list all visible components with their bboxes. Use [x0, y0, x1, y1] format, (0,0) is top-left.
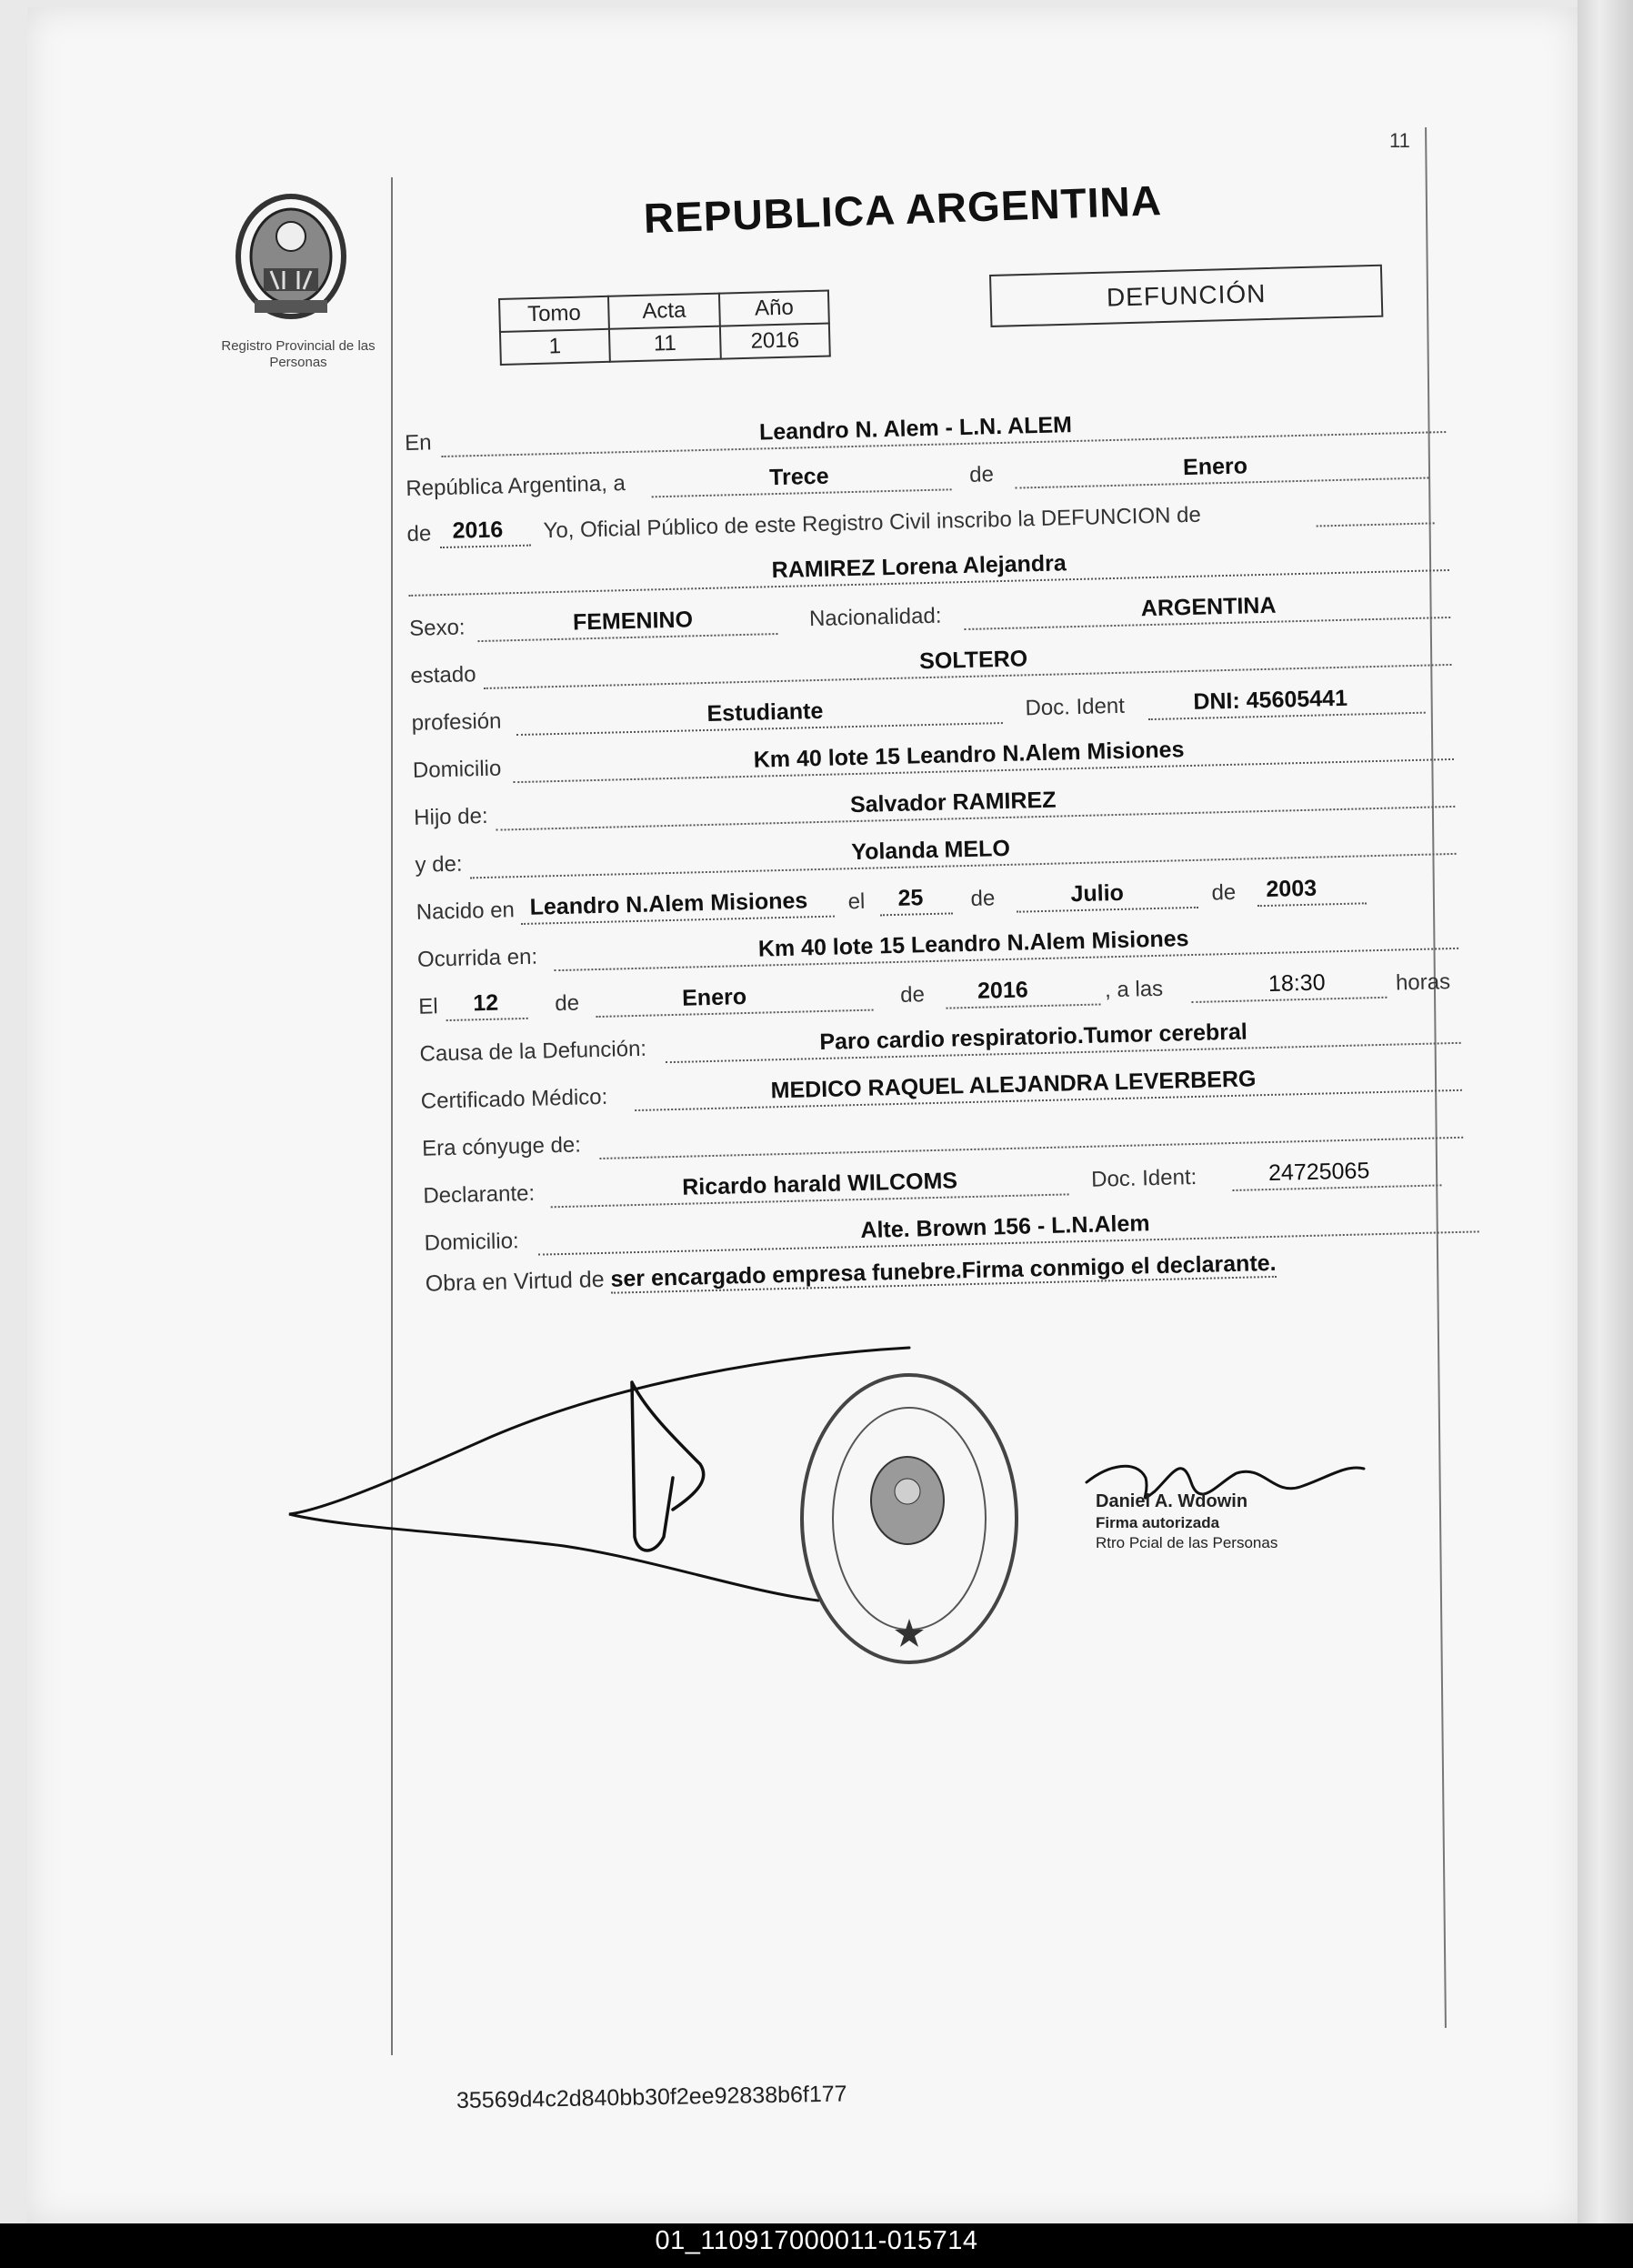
official-name: Daniel A. Wdowin — [1096, 1491, 1248, 1511]
obra-value: ser encargado empresa funebre.Firma conmigo el declarante. — [610, 1249, 1277, 1292]
domicilio2-value: Alte. Brown 156 - L.N.Alem — [860, 1210, 1150, 1244]
nacido-dia: 25 — [897, 885, 924, 911]
horas-label: horas — [1395, 969, 1451, 996]
nacido-anio: 2003 — [1266, 875, 1317, 902]
y-de-label: y de: — [415, 851, 463, 878]
causa-value: Paro cardio respiratorio.Tumor cerebral — [819, 1019, 1248, 1056]
anio-value: 2016 — [720, 323, 830, 358]
fecha-anio: 2016 — [977, 977, 1029, 1004]
doc-ident-value: DNI: 45605441 — [1193, 685, 1348, 715]
hijo-value: Salvador RAMIREZ — [849, 787, 1057, 818]
conyuge-label: Era cónyuge de: — [421, 1132, 582, 1161]
footer-id: 01_110917000011-015714 — [655, 2226, 978, 2255]
estado-label: estado — [410, 662, 476, 688]
nacido-de2-label: de — [1211, 879, 1237, 906]
obra-label: Obra en Virtud de — [425, 1266, 605, 1297]
estado-value: SOLTERO — [918, 646, 1028, 675]
ocurrida-value: Km 40 lote 15 Leandro N.Alem Misiones — [757, 926, 1189, 962]
anio-pre-label: de — [406, 521, 432, 547]
nombre-value: RAMIREZ Lorena Alejandra — [771, 550, 1067, 584]
profesion-label: profesión — [411, 708, 502, 736]
nacionalidad-label: Nacionalidad: — [808, 603, 942, 632]
document-hash: 35569d4c2d840bb30f2ee92838b6f177 — [456, 2081, 847, 2113]
declarante-doc-label: Doc. Ident: — [1090, 1164, 1197, 1192]
domicilio-value: Km 40 lote 15 Leandro N.Alem Misiones — [753, 737, 1185, 773]
fecha-mes: Enero — [681, 984, 747, 1011]
republica-label: República Argentina, a — [406, 471, 626, 501]
declarante-label: Declarante: — [423, 1180, 536, 1209]
page-title: REPUBLICA ARGENTINA — [643, 176, 1163, 242]
nacido-de1-label: de — [970, 886, 996, 911]
anio-header: Año — [719, 290, 829, 326]
fecha-de1-label: de — [554, 990, 580, 1017]
nacido-label: Nacido en — [416, 898, 516, 925]
causa-label: Causa de la Defunción: — [419, 1036, 647, 1067]
el-label: El — [418, 994, 438, 1019]
en-label: En — [404, 430, 432, 456]
anio-value: 2016 — [452, 517, 504, 544]
mes-value: Enero — [1182, 453, 1248, 481]
inscribo-text: Yo, Oficial Público de este Registro Civil inscribo la DEFUNCION de — [543, 502, 1202, 544]
sexo-label: Sexo: — [408, 615, 466, 641]
acta-header: Acta — [608, 294, 720, 329]
tomo-value: 1 — [500, 329, 610, 365]
en-value: Leandro N. Alem - L.N. ALEM — [758, 412, 1073, 446]
page-number: 11 — [1389, 129, 1410, 152]
profesion-value: Estudiante — [706, 697, 824, 727]
domicilio-label: Domicilio — [412, 756, 502, 783]
declarante-value: Ricardo harald WILCOMS — [681, 1168, 958, 1200]
certificado-value: MEDICO RAQUEL ALEJANDRA LEVERBERG — [770, 1066, 1257, 1104]
certificado-label: Certificado Médico: — [420, 1084, 608, 1114]
official-role: Firma autorizada — [1096, 1514, 1220, 1531]
declarante-doc-value: 24725065 — [1267, 1158, 1370, 1187]
nacionalidad-value: ARGENTINA — [1140, 592, 1277, 622]
nacido-mes: Julio — [1070, 879, 1125, 908]
registro-seal-icon — [791, 1364, 1027, 1673]
dia-value: Trece — [768, 463, 829, 491]
fecha-hora: 18:30 — [1267, 969, 1326, 997]
doc-ident-label: Doc. Ident — [1025, 693, 1126, 721]
a-las-label: , a las — [1104, 976, 1164, 1003]
official-signature-block — [1096, 1491, 1378, 1552]
registro-label: Registro Provincial de las Personas — [221, 338, 376, 370]
official-office: Rtro Pcial de las Personas — [1096, 1534, 1278, 1551]
sexo-value: FEMENINO — [572, 607, 694, 636]
nacido-lugar: Leandro N.Alem Misiones — [529, 888, 808, 920]
nacido-el-label: el — [847, 888, 866, 915]
document-type-box: DEFUNCIÓN — [989, 265, 1383, 327]
de-label: de — [968, 462, 995, 487]
hijo-label: Hijo de: — [413, 803, 488, 830]
ocurrida-label: Ocurrida en: — [416, 944, 538, 972]
tomo-header: Tomo — [499, 296, 609, 332]
acta-value: 11 — [609, 326, 721, 362]
domicilio2-label: Domicilio: — [424, 1229, 519, 1256]
fecha-de2-label: de — [899, 982, 926, 1008]
y-de-value: Yolanda MELO — [850, 835, 1011, 866]
fecha-dia: 12 — [472, 989, 499, 1017]
